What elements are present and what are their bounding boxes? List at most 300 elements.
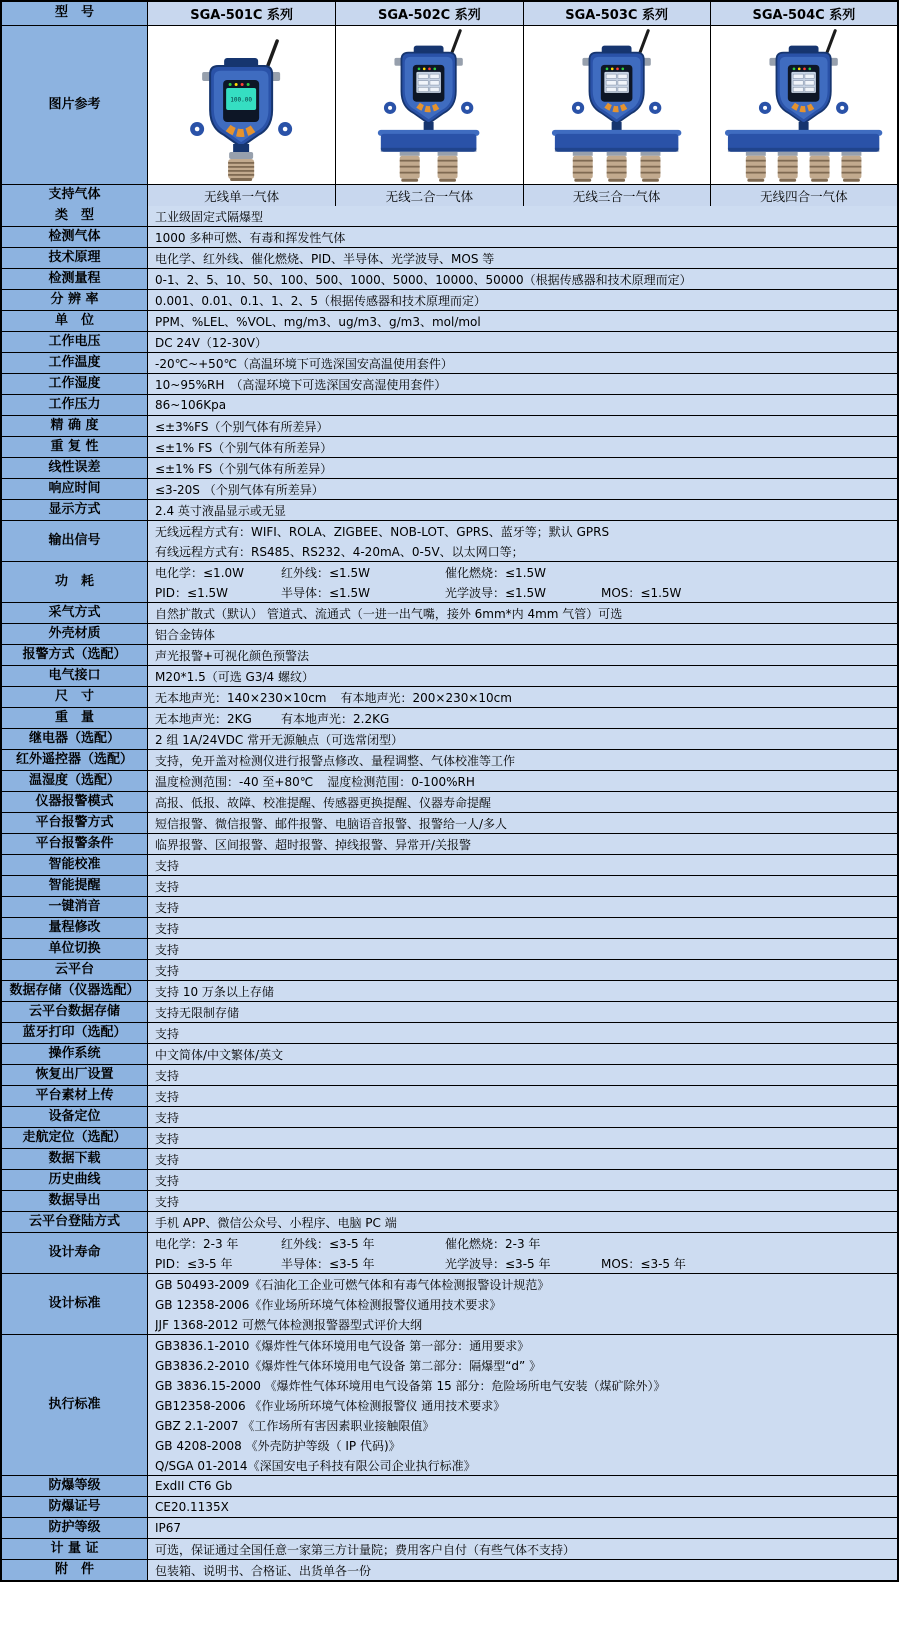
row-value [148, 458, 897, 478]
spec-row [2, 289, 897, 310]
value-line [155, 834, 893, 854]
row-label: 设计寿命 [2, 1233, 148, 1273]
value-line [155, 897, 893, 917]
value-segment: DC 24V（12-30V） [155, 335, 267, 350]
spec-row [2, 415, 897, 436]
value-line [155, 1395, 893, 1415]
value-line [155, 311, 893, 331]
value-line [155, 1415, 893, 1435]
value-line [155, 1149, 893, 1169]
value-segment: 声光报警+可视化颜色预警法 [155, 648, 310, 663]
spec-row [2, 1106, 897, 1127]
row-value [148, 1065, 897, 1085]
row-value [148, 332, 897, 352]
value-segment: 支持 [155, 1089, 180, 1104]
value-segment: ≤±1% FS（个别气体有所差异） [155, 461, 333, 476]
row-label: 数据导出 [2, 1191, 148, 1211]
row-value [148, 1497, 897, 1517]
row-label: 云平台数据存储 [2, 1002, 148, 1022]
value-line [155, 521, 893, 541]
row-label: 红外遥控器（选配） [2, 750, 148, 770]
row-label: 历史曲线 [2, 1170, 148, 1190]
value-segment: 86~106Kpa [155, 398, 227, 412]
value-line [155, 960, 893, 980]
row-label: 走航定位（选配） [2, 1128, 148, 1148]
value-segment: ExdII CT6 Gb [155, 1479, 233, 1493]
value-line [155, 1274, 893, 1294]
value-line [155, 269, 893, 289]
value-line [155, 729, 893, 749]
model-name-cells [148, 2, 897, 25]
value-segment: 0-1、2、5、10、50、100、500、1000、5000、10000、50000（根据传感器和技术原理而定） [155, 272, 692, 287]
row-value [148, 1191, 897, 1211]
value-segment: ≤±1% FS（个别气体有所差异） [155, 440, 333, 455]
spec-row [2, 938, 897, 959]
spec-row [2, 1022, 897, 1043]
value-segment: 支持 [155, 1173, 180, 1188]
value-line [155, 1233, 893, 1253]
spec-row [2, 917, 897, 938]
spec-row [2, 707, 897, 728]
row-value [148, 918, 897, 938]
row-value [148, 1518, 897, 1538]
value-line [155, 1314, 893, 1334]
spec-row [2, 1169, 897, 1190]
spec-row [2, 457, 897, 478]
supported-gas-value: 无线二合一气体 [335, 185, 522, 206]
model-name: SGA-501C 系列 [148, 2, 335, 25]
spec-row [2, 686, 897, 707]
svg-text:100.00: 100.00 [230, 96, 252, 104]
value-segment: MOS：≤3-5 年 [601, 1256, 686, 1271]
value-line [155, 458, 893, 478]
row-label: 工作压力 [2, 395, 148, 415]
row-value [148, 1023, 897, 1043]
value-line [155, 1002, 893, 1022]
value-segment: 临界报警、区间报警、超时报警、掉线报警、异常开/关报警 [155, 837, 472, 852]
row-value [148, 750, 897, 770]
gas-detector-image [148, 26, 335, 184]
value-segment: 支持 [155, 921, 180, 936]
spec-row [2, 1496, 897, 1517]
row-label: 操作系统 [2, 1044, 148, 1064]
product-image-cells [148, 26, 897, 184]
row-label: 电气接口 [2, 666, 148, 686]
value-line [155, 227, 893, 247]
value-segment: 支持 [155, 1068, 180, 1083]
gas-detector-image [523, 26, 710, 184]
row-value [148, 1476, 897, 1496]
row-label: 尺 寸 [2, 687, 148, 707]
row-value [148, 1128, 897, 1148]
value-line [155, 813, 893, 833]
value-line [155, 1023, 893, 1043]
row-value [148, 206, 897, 226]
row-value [148, 1335, 897, 1475]
row-label: 继电器（选配） [2, 729, 148, 749]
value-line [155, 876, 893, 896]
spec-row [2, 1559, 897, 1580]
value-segment: 催化燃烧：2-3 年 [445, 1236, 541, 1251]
row-label: 工作电压 [2, 332, 148, 352]
spec-row [2, 268, 897, 289]
value-segment: 支持 [155, 879, 180, 894]
row-label: 显示方式 [2, 500, 148, 520]
value-segment: 电化学、红外线、催化燃烧、PID、半导体、光学波导、MOS 等 [155, 251, 495, 266]
model-name: SGA-503C 系列 [523, 2, 710, 25]
value-line [155, 1560, 893, 1580]
value-line [155, 353, 893, 373]
row-value [148, 353, 897, 373]
row-label: 外壳材质 [2, 624, 148, 644]
value-segment: 红外线：≤3-5 年 [281, 1236, 375, 1251]
value-segment: 中文简体/中文繁体/英文 [155, 1047, 284, 1062]
value-line [155, 624, 893, 644]
value-segment: 有线远程方式有：RS485、RS232、4-20mA、0-5V、以太网口等； [155, 544, 524, 559]
row-label: 数据下载 [2, 1149, 148, 1169]
row-label: 云平台 [2, 960, 148, 980]
value-line [155, 750, 893, 770]
row-label: 重 复 性 [2, 437, 148, 457]
spec-row [2, 833, 897, 854]
supported-gas-row [2, 184, 897, 206]
row-label: 执行标准 [2, 1335, 148, 1475]
spec-row [2, 206, 897, 226]
spec-row [2, 1273, 897, 1334]
row-value [148, 1274, 897, 1334]
row-label-image: 图片参考 [2, 26, 148, 184]
row-value [148, 792, 897, 812]
row-label-gas: 支持气体 [2, 185, 148, 206]
supported-gas-value: 无线四合一气体 [710, 185, 897, 206]
row-label: 输出信号 [2, 521, 148, 561]
row-value [148, 500, 897, 520]
value-segment: GB 12358-2006《作业场所环境气体检测报警仪通用技术要求》 [155, 1297, 502, 1312]
supported-gas-value: 无线单一气体 [148, 185, 335, 206]
value-line [155, 1294, 893, 1314]
spec-row [2, 1043, 897, 1064]
value-line [155, 1539, 893, 1559]
value-line [155, 708, 893, 728]
value-segment: 支持 [155, 942, 180, 957]
spec-row [2, 1064, 897, 1085]
row-label: 数据存储（仪器选配） [2, 981, 148, 1001]
value-segment: 支持 [155, 1152, 180, 1167]
row-value [148, 479, 897, 499]
value-segment: IP67 [155, 1521, 182, 1535]
row-label: 线性误差 [2, 458, 148, 478]
value-segment: MOS：≤1.5W [601, 585, 682, 600]
value-segment: GB 50493-2009《石油化工企业可燃气体和有毒气体检测报警设计规范》 [155, 1277, 550, 1292]
spec-row [2, 665, 897, 686]
value-segment: 铝合金铸体 [155, 627, 216, 642]
value-segment: PID：≤1.5W [155, 585, 229, 600]
row-label: 防护等级 [2, 1518, 148, 1538]
value-segment: M20*1.5（可选 G3/4 螺纹） [155, 669, 314, 684]
value-segment: 手机 APP、微信公众号、小程序、电脑 PC 端 [155, 1215, 397, 1230]
value-segment: 半导体：≤3-5 年 [281, 1256, 375, 1271]
value-segment: 红外线：≤1.5W [281, 565, 371, 580]
spec-row [2, 812, 897, 833]
value-line [155, 687, 893, 707]
value-segment: 短信报警、微信报警、邮件报警、电脑语音报警、报警给一人/多人 [155, 816, 508, 831]
spec-row [2, 226, 897, 247]
model-name: SGA-504C 系列 [710, 2, 897, 25]
value-segment: 2.4 英寸液晶显示或无显 [155, 503, 286, 518]
value-line [155, 981, 893, 1001]
row-value [148, 437, 897, 457]
spec-row [2, 1334, 897, 1475]
value-segment: GB3836.2-2010《爆炸性气体环境用电气设备 第二部分：隔爆型“d” 》 [155, 1358, 542, 1373]
value-line [155, 248, 893, 268]
spec-row [2, 499, 897, 520]
row-value [148, 290, 897, 310]
row-label-model: 型 号 [2, 2, 148, 25]
row-value [148, 981, 897, 1001]
value-segment: 1000 多种可燃、有毒和挥发性气体 [155, 230, 346, 245]
spec-row [2, 436, 897, 457]
spec-row [2, 1190, 897, 1211]
value-line [155, 1107, 893, 1127]
row-label: 恢复出厂设置 [2, 1065, 148, 1085]
value-line [155, 1170, 893, 1190]
row-label: 分 辨 率 [2, 290, 148, 310]
spec-row [2, 980, 897, 1001]
value-line [155, 1212, 893, 1232]
row-label: 技术原理 [2, 248, 148, 268]
value-line [155, 1355, 893, 1375]
row-label: 类 型 [2, 206, 148, 226]
row-label: 平台报警条件 [2, 834, 148, 854]
value-segment: 无本地声光：140×230×10cm [155, 690, 327, 705]
value-line [155, 541, 893, 561]
value-line [155, 500, 893, 520]
row-value [148, 1539, 897, 1559]
value-segment: 光学波导：≤1.5W [445, 585, 547, 600]
row-value [148, 834, 897, 854]
value-segment: 有本地声光：2.2KG [281, 711, 390, 726]
value-segment: 支持 [155, 1194, 180, 1209]
supported-gas-value: 无线三合一气体 [523, 185, 710, 206]
spec-row [2, 247, 897, 268]
spec-row [2, 644, 897, 665]
spec-row [2, 520, 897, 561]
value-segment: -20℃~+50℃（高温环境下可选深国安高温使用套件） [155, 356, 453, 371]
row-value [148, 1560, 897, 1580]
row-value [148, 395, 897, 415]
supported-gas-cells [148, 185, 897, 206]
row-value [148, 666, 897, 686]
row-value [148, 813, 897, 833]
value-line [155, 855, 893, 875]
row-value [148, 897, 897, 917]
row-value [148, 771, 897, 791]
spec-row [2, 561, 897, 602]
value-line [155, 1191, 893, 1211]
spec-row [2, 1148, 897, 1169]
row-label: 功 耗 [2, 562, 148, 602]
value-segment: 0.001、0.01、0.1、1、2、5（根据传感器和技术原理而定） [155, 293, 487, 308]
value-line [155, 1086, 893, 1106]
spec-row [2, 394, 897, 415]
value-line [155, 1044, 893, 1064]
row-value [148, 603, 897, 623]
row-label: 防爆等级 [2, 1476, 148, 1496]
value-segment: 温度检测范围：-40 至+80℃ [155, 774, 314, 789]
spec-row [2, 791, 897, 812]
value-segment: 工业级固定式隔爆型 [155, 209, 264, 224]
row-label: 量程修改 [2, 918, 148, 938]
row-label: 单位切换 [2, 939, 148, 959]
spec-row [2, 1211, 897, 1232]
row-value [148, 562, 897, 602]
spec-row [2, 896, 897, 917]
row-label: 平台素材上传 [2, 1086, 148, 1106]
row-label: 一键消音 [2, 897, 148, 917]
value-line [155, 1435, 893, 1455]
row-label: 附 件 [2, 1560, 148, 1580]
value-segment: PID：≤3-5 年 [155, 1256, 233, 1271]
value-line [155, 374, 893, 394]
spec-row [2, 478, 897, 499]
value-segment: 半导体：≤1.5W [281, 585, 371, 600]
value-segment: GB3836.1-2010《爆炸性气体环境用电气设备 第一部分：通用要求》 [155, 1338, 530, 1353]
spec-row [2, 1232, 897, 1273]
value-segment: 10~95%RH （高湿环境下可选深国安高湿使用套件） [155, 377, 447, 392]
row-value [148, 521, 897, 561]
spec-row [2, 875, 897, 896]
row-value [148, 227, 897, 247]
value-segment: GB12358-2006 《作业场所环境气体检测报警仪 通用技术要求》 [155, 1398, 506, 1413]
spec-row [2, 1538, 897, 1559]
row-label: 响应时间 [2, 479, 148, 499]
row-value [148, 269, 897, 289]
spec-row [2, 770, 897, 791]
value-line [155, 1375, 893, 1395]
row-value [148, 960, 897, 980]
value-segment: 包装箱、说明书、合格证、出货单各一份 [155, 1563, 372, 1578]
value-segment: 支持 [155, 900, 180, 915]
value-segment: 可选，保证通过全国任意一家第三方计量院；费用客户自付（有些气体不支持） [155, 1542, 576, 1557]
value-line [155, 666, 893, 686]
row-value [148, 708, 897, 728]
spec-row [2, 1001, 897, 1022]
row-label: 工作湿度 [2, 374, 148, 394]
row-value [148, 1233, 897, 1273]
row-value [148, 1170, 897, 1190]
spec-row [2, 331, 897, 352]
value-line [155, 792, 893, 812]
value-line [155, 645, 893, 665]
row-label: 云平台登陆方式 [2, 1212, 148, 1232]
spec-row [2, 310, 897, 331]
row-value [148, 855, 897, 875]
row-label: 检测量程 [2, 269, 148, 289]
spec-row [2, 373, 897, 394]
value-segment: 支持 10 万条以上存储 [155, 984, 274, 999]
model-name: SGA-502C 系列 [335, 2, 522, 25]
spec-row [2, 749, 897, 770]
value-line [155, 479, 893, 499]
value-segment: GB 4208-2008 《外壳防护等级（ IP 代码)》 [155, 1438, 401, 1453]
value-line [155, 437, 893, 457]
value-line [155, 1455, 893, 1475]
value-segment: PPM、%LEL、%VOL、mg/m3、ug/m3、g/m3、mol/mol [155, 314, 481, 329]
row-label: 温湿度（选配） [2, 771, 148, 791]
value-line [155, 395, 893, 415]
value-segment: 支持 [155, 963, 180, 978]
row-value [148, 687, 897, 707]
row-label: 精 确 度 [2, 416, 148, 436]
spec-row [2, 1085, 897, 1106]
row-value [148, 311, 897, 331]
row-value [148, 1212, 897, 1232]
value-segment: 高报、低报、故障、校准提醒、传感器更换提醒、仪器寿命提醒 [155, 795, 492, 810]
row-value [148, 1149, 897, 1169]
spec-row [2, 623, 897, 644]
value-segment: 自然扩散式（默认） 管道式、流通式（一进一出气嘴，接外 6mm*内 4mm 气管）可选 [155, 606, 623, 621]
value-line [155, 1476, 893, 1496]
spec-row [2, 854, 897, 875]
value-line [155, 918, 893, 938]
spec-row [2, 1517, 897, 1538]
row-value [148, 1044, 897, 1064]
value-segment: GBZ 2.1-2007 《工作场所有害因素职业接触限值》 [155, 1418, 435, 1433]
spec-row [2, 959, 897, 980]
value-segment: 支持 [155, 1131, 180, 1146]
spec-row [2, 1127, 897, 1148]
row-label: 工作温度 [2, 353, 148, 373]
row-value [148, 624, 897, 644]
value-line [155, 1335, 893, 1355]
value-segment: 2 组 1A/24VDC 常开无源触点（可选常闭型） [155, 732, 404, 747]
row-label: 报警方式（选配） [2, 645, 148, 665]
row-value [148, 645, 897, 665]
image-row [2, 25, 897, 184]
value-segment: Q/SGA 01-2014《深国安电子科技有限公司企业执行标准》 [155, 1458, 476, 1473]
value-line [155, 290, 893, 310]
row-value [148, 1002, 897, 1022]
value-line [155, 1518, 893, 1538]
spec-row [2, 728, 897, 749]
value-segment: GB 3836.15-2000 《爆炸性气体环境用电气设备第 15 部分：危险场所电气安装（煤矿除外）》 [155, 1378, 666, 1393]
spec-rows-container [2, 206, 897, 1580]
value-segment: 无线远程方式有：WIFI、ROLA、ZIGBEE、NOB-LOT、GPRS、蓝牙等；默认 GPRS [155, 524, 610, 539]
value-segment: 支持 [155, 1110, 180, 1125]
row-label: 设计标准 [2, 1274, 148, 1334]
row-label: 防爆证号 [2, 1497, 148, 1517]
row-label: 采气方式 [2, 603, 148, 623]
row-value [148, 1107, 897, 1127]
value-line [155, 1065, 893, 1085]
value-segment: JJF 1368-2012 可燃气体检测报警器型式评价大纲 [155, 1317, 423, 1332]
row-label: 智能校准 [2, 855, 148, 875]
row-label: 重 量 [2, 708, 148, 728]
row-value [148, 876, 897, 896]
value-line [155, 939, 893, 959]
row-label: 检测气体 [2, 227, 148, 247]
value-segment: 催化燃烧：≤1.5W [445, 565, 547, 580]
value-segment: 湿度检测范围：0-100%RH [327, 774, 475, 789]
value-line [155, 562, 893, 582]
value-line [155, 1128, 893, 1148]
value-line [155, 582, 893, 602]
value-segment: 无本地声光：2KG [155, 711, 252, 726]
gas-detector-image [335, 26, 522, 184]
value-segment: ≤±3%FS（个别气体有所差异） [155, 419, 329, 434]
model-header-row [2, 2, 897, 25]
value-line [155, 206, 893, 226]
